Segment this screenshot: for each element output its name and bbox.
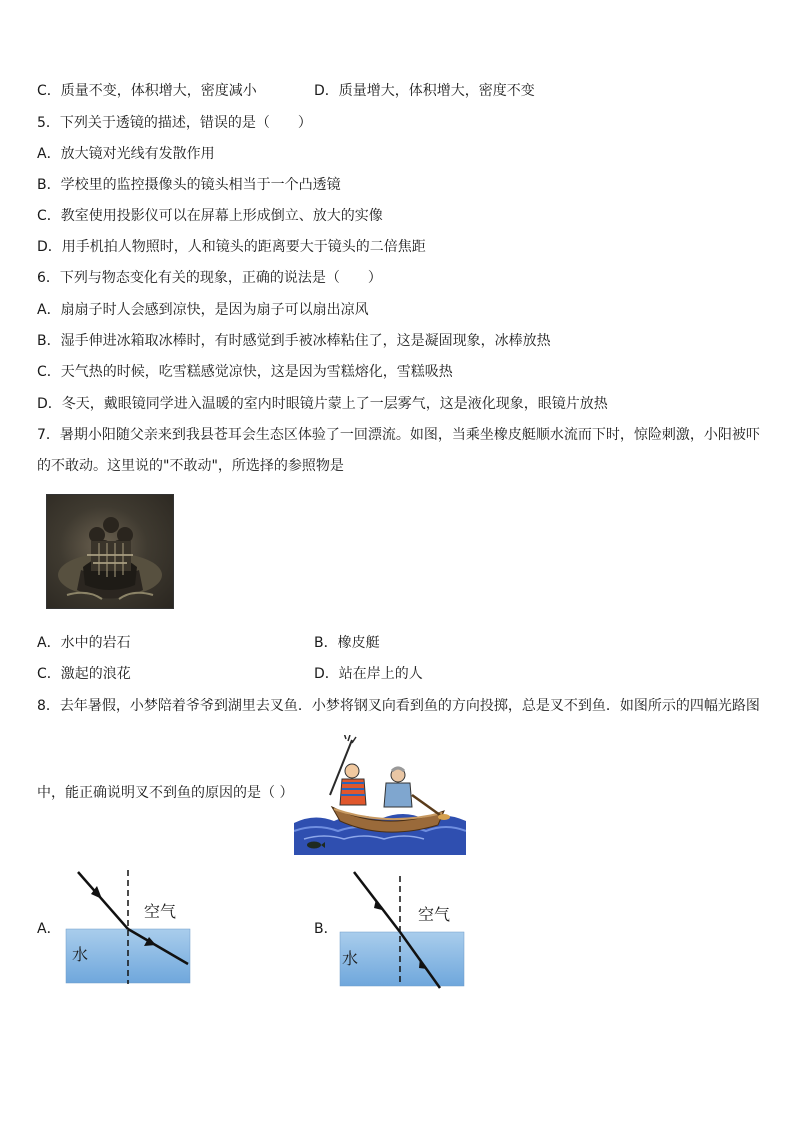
fishing-boat-illustration — [294, 735, 466, 855]
raft-illustration — [47, 495, 173, 608]
diagram-a-label: A． — [37, 921, 61, 937]
q5-option-d: D．用手机拍人物照时，人和镜头的距离要大于镜头的二倍焦距 — [37, 239, 426, 255]
q6-option-c: C．天气热的时候，吃雪糕感觉凉快，这是因为雪糕熔化，雪糕吸热 — [37, 364, 453, 380]
q5-option-c: C．教室使用投影仪可以在屏幕上形成倒立、放大的实像 — [37, 208, 383, 224]
q7-option-b: B．橡皮艇 — [314, 635, 380, 651]
q7-option-a: A．水中的岩石 — [37, 635, 131, 651]
q5-stem: 5．下列关于透镜的描述，错误的是（ ） — [37, 115, 312, 131]
q6-stem: 6．下列与物态变化有关的现象，正确的说法是（ ） — [37, 270, 382, 286]
rafting-photo — [46, 494, 174, 609]
q4-option-d: D．质量增大，体积增大，密度不变 — [314, 83, 535, 99]
q4-option-c: C．质量不变，体积增大，密度减小 — [37, 83, 257, 99]
diagram-b-label: B． — [314, 921, 338, 937]
q5-option-a: A．放大镜对光线有发散作用 — [37, 146, 215, 162]
q6-option-a: A．扇扇子时人会感到凉快，是因为扇子可以扇出凉风 — [37, 302, 369, 318]
light-path-diagram-a — [60, 866, 200, 988]
q7-option-d: D．站在岸上的人 — [314, 666, 423, 682]
water-label: 水 — [72, 945, 89, 964]
q7-option-c: C．激起的浪花 — [37, 666, 131, 682]
water-label: 水 — [342, 949, 359, 968]
q7-stem-line1: 7．暑期小阳随父亲来到我县苍耳会生态区体验了一回漂流。如图，当乘坐橡皮艇顺水流而下时，惊险刺激，小阳被吓 — [37, 427, 760, 443]
q5-option-b: B．学校里的监控摄像头的镜头相当于一个凸透镜 — [37, 177, 341, 193]
q6-option-b: B．湿手伸进冰箱取冰棒时，有时感觉到手被冰棒粘住了，这是凝固现象，冰棒放热 — [37, 333, 551, 349]
light-path-diagram-b — [334, 866, 474, 990]
air-label: 空气 — [144, 902, 177, 921]
q7-stem-line2: 的不敢动。这里说的"不敢动"，所选择的参照物是 — [37, 458, 344, 474]
air-label: 空气 — [418, 905, 451, 924]
incident-ray — [78, 872, 128, 929]
q8-stem-line1: 8．去年暑假，小梦陪着爷爷到湖里去叉鱼．小梦将钢叉向看到鱼的方向投掷，总是叉不到鱼．如图所示的四幅光路图 — [37, 698, 760, 714]
water-region — [340, 932, 464, 986]
q6-option-d: D．冬天，戴眼镜同学进入温暖的室内时眼镜片蒙上了一层雾气，这是液化现象，眼镜片放热 — [37, 396, 608, 412]
q8-stem-line2: 中，能正确说明叉不到鱼的原因的是（ ） — [37, 785, 294, 801]
